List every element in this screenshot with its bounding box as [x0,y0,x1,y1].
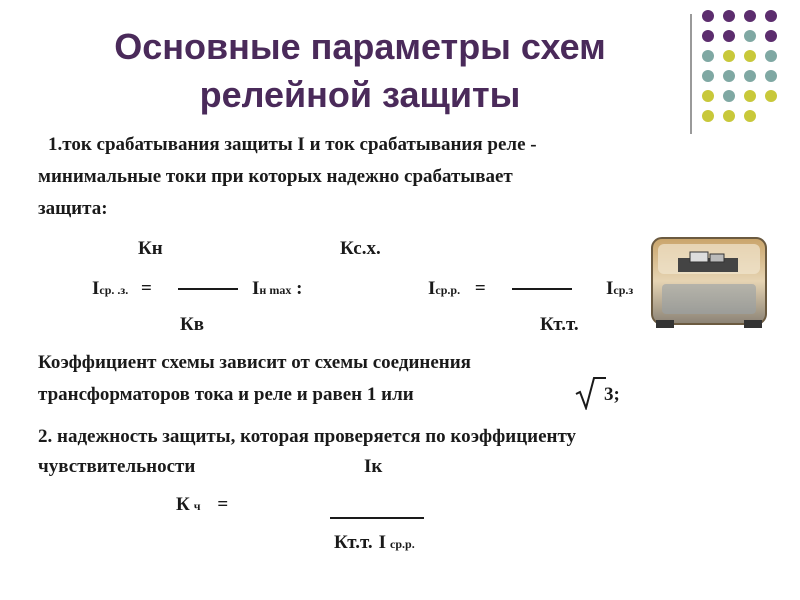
para1-line1: 1.ток срабатывания защиты I и ток срабатывания реле - [48,134,537,155]
decorative-dot [765,90,777,102]
decorative-dot [702,10,714,22]
formula1-denominator: Кв [180,314,205,335]
para2-line1: Коэффициент схемы зависит от схемы соединения [38,352,471,373]
decorative-dot [723,30,735,42]
para1-line3: защита: [38,198,108,219]
decorative-dot [744,50,756,62]
formula3-fraction-bar [330,517,424,519]
slide-title-line1: Основные параметры схем [114,26,606,67]
formula2-lhs: Iср.р. = [428,278,486,299]
decorative-dot [765,30,777,42]
sqrt-argument: 3; [604,384,620,405]
para1-line2: минимальные токи при которых надежно срабатывает [38,166,513,187]
formula2-denominator: Кт.т. [540,314,579,335]
formula1-fraction-bar [178,288,238,290]
decorative-dot [744,110,756,122]
para2-line2: трансформаторов тока и реле и равен 1 или [38,384,414,405]
decorative-dot [765,70,777,82]
decorative-divider [690,14,692,134]
formula3-lhs: Кч = [176,494,229,515]
decorative-dot [723,90,735,102]
decorative-dot [744,90,756,102]
decorative-dot [744,10,756,22]
decorative-dot [723,110,735,122]
decorative-dot [702,70,714,82]
formula1-lhs: Iср. .з. = [92,278,152,299]
decorative-dot [702,50,714,62]
formula3-denominator: Кт.т. I ср.р. [334,532,415,553]
decorative-dot [765,10,777,22]
formula1-rhs: Iн max : [252,278,303,299]
decorative-dot [702,30,714,42]
formula2-fraction-bar [512,288,572,290]
decorative-dot [744,70,756,82]
decorative-dot [744,30,756,42]
relay-device-image [648,228,770,330]
para3-line2: чувствительности [38,456,196,477]
decorative-dot [723,50,735,62]
para3-line1: 2. надежность защиты, которая проверяется по коэффициенту [38,426,577,447]
formula1-numerator: Кн [138,238,163,259]
decorative-dot [723,70,735,82]
decorative-dot [723,10,735,22]
formula2-rhs: Iср.з [606,278,634,299]
formula3-numerator: Iк [364,456,383,477]
decorative-dot [702,90,714,102]
sqrt-symbol [574,376,606,410]
decorative-dot [765,50,777,62]
formula2-numerator: Кс.х. [340,238,381,259]
decorative-dot [702,110,714,122]
slide-title-line2: релейной защиты [199,74,521,115]
